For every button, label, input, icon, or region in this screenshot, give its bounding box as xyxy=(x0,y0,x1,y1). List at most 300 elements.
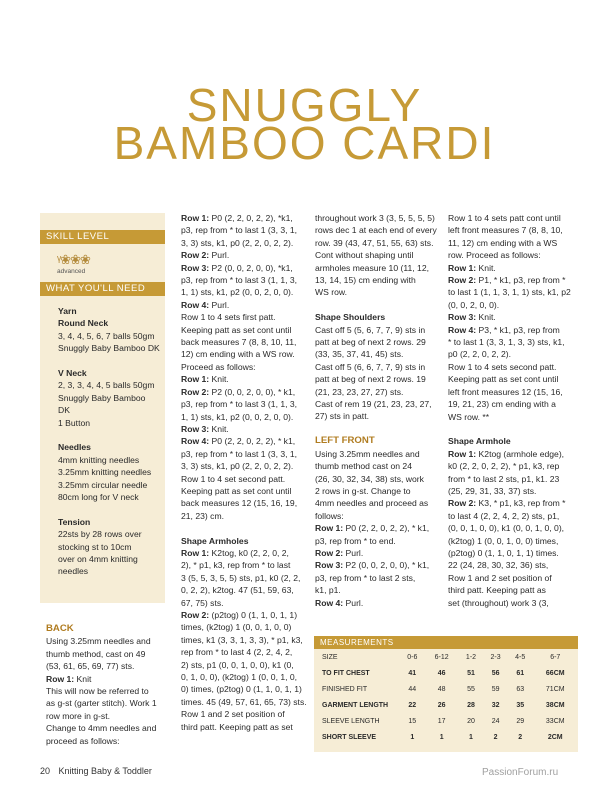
measurement-value: 32 xyxy=(491,701,500,709)
line-text: p3, rep from * to last 3 (1, 1, 3, xyxy=(181,275,298,286)
pattern-line xyxy=(315,485,443,497)
pattern-line xyxy=(448,386,576,398)
pattern-line xyxy=(46,722,176,734)
pattern-line xyxy=(315,597,443,609)
skill-level-yarn-icon: ᵞ❀❀❀ xyxy=(57,252,90,267)
pattern-line xyxy=(181,348,309,360)
pattern-line xyxy=(448,336,576,348)
measurement-value: 1 xyxy=(410,733,415,741)
measurement-value: 71CM xyxy=(545,685,565,693)
line-text: Keeping patt as set cont until xyxy=(181,485,292,496)
pattern-line xyxy=(181,212,309,224)
line-text: Row 1 to 4 sets first patt. xyxy=(181,312,276,323)
measurement-row xyxy=(314,665,578,681)
row-label: Row 2: xyxy=(315,547,344,558)
line-text: Purl. xyxy=(209,250,230,261)
line-text: back measures 7 (8, 8, 10, 11, xyxy=(181,337,297,348)
row-label: Row 4: xyxy=(315,597,344,608)
line-text: P2 (0, 0, 2, 0, 0), * k1, xyxy=(343,560,430,571)
measurement-value: 38CM xyxy=(545,701,565,709)
pattern-line xyxy=(181,646,309,658)
measurement-value: 29 xyxy=(516,717,525,725)
pattern-line xyxy=(181,249,309,261)
subsection-heading: Shape Armholes xyxy=(181,535,249,546)
line-text: patt at beg of next 2 rows. 19 xyxy=(315,374,426,385)
line-text: rep from * to last 4 (2, 2, 4, 2, xyxy=(181,647,293,658)
pattern-line xyxy=(315,249,443,261)
pattern-line xyxy=(181,572,309,584)
line-text: Cont without shaping until xyxy=(315,250,414,261)
pattern-line xyxy=(315,547,443,559)
line-text: Keeping patt as set cont until xyxy=(448,374,559,385)
line-text: 22 (24, 28, 30, 32, 36) sts, xyxy=(448,560,549,571)
line-text: p3, rep from * to last 1 (3, 3, 1, xyxy=(181,225,298,236)
line-text: 2) sts, p1 (0, 0, 1, 0, 0), k1 (0, xyxy=(181,659,294,670)
pattern-line xyxy=(46,710,176,722)
line-text: throughout work 3 (3, 5, 5, 5, 5) xyxy=(315,213,435,223)
line-text: P0 (2, 2, 0, 2, 2), * k1, xyxy=(209,436,296,447)
line-text: (21, 23, 23, 27, 27) sts. xyxy=(315,386,404,397)
subsection-heading: Shape Armhole xyxy=(448,436,511,447)
column-1-back xyxy=(46,623,176,747)
pattern-line xyxy=(181,497,309,509)
pattern-line xyxy=(448,535,576,547)
materials-line: Round Neck xyxy=(58,318,109,329)
line-text: from * to last 2 sts, p1, k1. 23 xyxy=(448,473,560,484)
measurement-value: 51 xyxy=(467,669,475,677)
line-text: 19, 21, 23) cm ending with a xyxy=(448,399,556,410)
line-text: as g-st (garter stitch). Work 1 xyxy=(46,698,157,709)
line-text: (0, 0, 2, 0, 0). xyxy=(448,299,500,310)
pattern-line xyxy=(448,559,576,571)
measurement-row xyxy=(314,729,578,745)
line-text: Using 3.25mm needles and xyxy=(315,448,420,459)
measurement-value: 2 xyxy=(493,733,498,741)
measurement-row xyxy=(314,649,578,665)
pattern-line xyxy=(181,683,309,695)
pattern-line xyxy=(315,584,443,596)
line-text: times. 45 (49, 57, 61, 65, 73) sts. xyxy=(181,696,307,707)
line-text: Knit xyxy=(74,673,92,684)
pattern-line xyxy=(181,659,309,671)
measurement-value: 35 xyxy=(516,701,525,709)
line-text: Knit. xyxy=(476,312,496,323)
materials-line: 22sts by 28 rows over xyxy=(58,529,142,540)
line-text: (p2tog) 0 (1, 1, 0, 1, 1) times. xyxy=(448,547,559,558)
line-text: (53, 61, 65, 69, 77) sts. xyxy=(46,661,135,672)
pattern-line xyxy=(46,697,176,709)
line-text: row more in g-st. xyxy=(46,710,110,721)
line-text: p3, rep from * to end. xyxy=(315,535,396,546)
pattern-line xyxy=(448,584,576,596)
line-text: Purl. xyxy=(343,547,364,558)
line-text: K2tog, k0 (2, 2, 0, 2, xyxy=(209,547,289,558)
pattern-line xyxy=(448,262,576,274)
line-text: 27) sts in patt. xyxy=(315,411,369,422)
line-text: Cast off 5 (6, 6, 7, 7, 9) sts in xyxy=(315,361,426,372)
line-text: armholes measure 10 (11, 12, xyxy=(315,262,430,273)
measurement-row xyxy=(314,713,578,729)
line-text: p3, rep from * to last 3 (1, 1, 3, xyxy=(181,399,298,410)
page-number: 20 xyxy=(40,766,51,776)
line-text: left front measures 7 (8, 8, 10, xyxy=(448,225,563,236)
pattern-line xyxy=(181,473,309,485)
pattern-line xyxy=(448,485,576,497)
line-text: k1, p1. xyxy=(315,585,341,596)
pattern-line xyxy=(448,448,576,460)
line-text: (26, 30, 32, 34, 38) sts, work xyxy=(315,473,424,484)
row-label: Row 1: xyxy=(181,374,210,385)
pattern-line xyxy=(315,497,443,509)
pattern-line xyxy=(181,274,309,286)
line-text: Knit. xyxy=(209,423,229,434)
pattern-line xyxy=(181,510,309,522)
measurement-value: 59 xyxy=(491,685,500,693)
line-text: K2tog (armhole edge), xyxy=(476,448,565,459)
pattern-line xyxy=(181,547,309,559)
measurement-value: 61 xyxy=(516,669,525,677)
pattern-line xyxy=(181,621,309,633)
measurement-row xyxy=(314,697,578,713)
pattern-line xyxy=(315,460,443,472)
pattern-line xyxy=(448,473,576,485)
pattern-line xyxy=(315,324,443,336)
pattern-line xyxy=(315,348,443,360)
measurement-value: 22 xyxy=(408,701,417,709)
pattern-line xyxy=(181,299,309,311)
pattern-line xyxy=(181,324,309,336)
pattern-line xyxy=(181,237,309,249)
line-text: to last 1 (1, 1, 3, 1, 1) sts, k1, p2 xyxy=(448,287,571,298)
pattern-line xyxy=(315,373,443,385)
line-text: Row 1 to 4 sets second patt. xyxy=(448,361,557,372)
section-heading: BACK xyxy=(46,623,74,634)
row-label: Row 2: xyxy=(181,609,210,620)
row-label: Row 1: xyxy=(448,262,477,273)
line-text: Cast of rem 19 (21, 23, 23, 27, xyxy=(315,399,432,410)
measurement-value: 24 xyxy=(491,717,500,725)
pattern-line xyxy=(181,597,309,609)
pattern-line xyxy=(181,448,309,460)
pattern-line xyxy=(181,721,309,733)
publication-name: Knitting Baby & Toddler xyxy=(58,766,152,776)
line-text: left front measures 12 (15, 16, xyxy=(448,386,563,397)
measurement-value: 15 xyxy=(408,717,417,725)
pattern-line xyxy=(448,212,576,224)
line-text: P2 (0, 0, 2, 0, 0), * k1, xyxy=(209,386,296,397)
pattern-line xyxy=(448,249,576,261)
pattern-line xyxy=(448,522,576,534)
measurement-label: SHORT SLEEVE xyxy=(322,733,377,741)
line-text: P0 (2, 2, 0, 2, 2), *k1, xyxy=(209,213,293,223)
pattern-line xyxy=(448,324,576,336)
line-text: P2 (0, 0, 2, 0, 0), *k1, xyxy=(209,262,293,273)
materials-line: Snuggly Baby Bamboo DK xyxy=(58,343,160,354)
pattern-line xyxy=(448,572,576,584)
measurement-value: 1 xyxy=(439,733,444,741)
pattern-line xyxy=(448,497,576,509)
pattern-line xyxy=(448,361,576,373)
materials-line: Snuggly Baby Bamboo xyxy=(58,392,146,403)
line-text: p3, rep from * to last 1 (3, 3, 1, xyxy=(181,448,298,459)
pattern-line xyxy=(315,572,443,584)
pattern-line xyxy=(181,336,309,348)
pattern-line xyxy=(181,522,309,534)
measurements-table xyxy=(314,636,578,752)
measurement-label: GARMENT LENGTH xyxy=(322,701,389,709)
measurement-value: 20 xyxy=(467,717,475,725)
measurement-value: 55 xyxy=(467,685,475,693)
pattern-line xyxy=(315,262,443,274)
line-text: 0, 2, 2), k2tog. 47 (51, 59, 63, xyxy=(181,585,294,596)
pattern-line xyxy=(448,311,576,323)
pattern-line xyxy=(181,286,309,298)
materials-line: stocking st to 10cm xyxy=(58,541,132,552)
title-line-2: BAMBOO CARDI xyxy=(113,117,496,169)
pattern-line xyxy=(46,673,176,685)
pattern-line xyxy=(181,411,309,423)
pattern-line xyxy=(448,286,576,298)
pattern-line xyxy=(181,460,309,472)
pattern-line xyxy=(448,423,576,435)
line-text: (k2tog) 1 (0, 0, 1, 0, 0) times, xyxy=(448,535,559,546)
line-text: Row 1 and 2 set position of xyxy=(448,572,552,583)
measurement-label: FINISHED FIT xyxy=(322,685,368,693)
column-2 xyxy=(181,212,309,733)
measurement-label: SLEEVE LENGTH xyxy=(322,717,380,725)
line-text: 0, 1, 0, 0), (k2tog) 1 (0, 0, 1, 0, xyxy=(181,672,298,683)
pattern-line xyxy=(315,386,443,398)
measurement-value: 66CM xyxy=(545,669,565,677)
materials-line: DK xyxy=(58,405,70,416)
line-text: (p2tog) 0 (1, 1, 0, 1, 1) xyxy=(209,609,298,620)
pattern-line xyxy=(315,361,443,373)
measurement-label: TO FIT CHEST xyxy=(322,669,370,677)
pattern-line xyxy=(181,584,309,596)
pattern-line xyxy=(181,386,309,398)
pattern-line xyxy=(315,212,443,224)
pattern-line xyxy=(181,224,309,236)
line-text: p3, rep from * to last 2 sts, xyxy=(315,572,416,583)
pattern-line xyxy=(448,510,576,522)
line-text: third patt. Keeping patt as xyxy=(448,585,546,596)
row-label: Row 1: xyxy=(315,523,344,534)
materials-line: 2, 3, 3, 4, 4, 5 balls 50gm xyxy=(58,380,155,391)
pattern-line xyxy=(46,635,176,647)
line-text: WS row. ** xyxy=(448,411,490,422)
line-text: Row 1 to 4 set second patt. xyxy=(181,473,286,484)
measurements-heading: MEASUREMENTS xyxy=(314,636,578,649)
measurement-value: 28 xyxy=(467,701,475,709)
pattern-line xyxy=(181,559,309,571)
line-text: K3, * p1, k3, rep from * xyxy=(476,498,566,509)
line-text: (25, 29, 31, 33, 37) sts. xyxy=(448,485,537,496)
line-text: Proceed as follows: xyxy=(181,361,256,372)
line-text: Knit. xyxy=(209,374,229,385)
line-text: WS row. xyxy=(315,287,347,298)
line-text: P3, * k1, p3, rep from xyxy=(476,324,560,335)
materials-line xyxy=(58,355,168,367)
subsection-heading: Shape Shoulders xyxy=(315,312,386,323)
pattern-line xyxy=(315,410,443,422)
pattern-line xyxy=(315,559,443,571)
pattern-line xyxy=(46,735,176,747)
measurement-value: 33CM xyxy=(545,717,565,725)
column-3 xyxy=(315,212,443,609)
line-text: 11, 12) cm ending with a WS xyxy=(448,237,558,248)
line-text: 4mm needles and proceed as xyxy=(315,498,429,509)
row-label: Row 2: xyxy=(448,275,477,286)
line-text: times, k1 (3, 3, 1, 3, 3), * p1, k3, xyxy=(181,634,303,645)
column-4 xyxy=(448,212,576,609)
materials-line: over on 4mm knitting xyxy=(58,554,138,565)
row-label: Row 3: xyxy=(448,312,477,323)
measurement-value: 46 xyxy=(437,669,446,677)
pattern-line xyxy=(315,510,443,522)
pattern-line xyxy=(181,609,309,621)
measurement-value: 56 xyxy=(491,669,500,677)
line-text: Row 1 and 2 set position of xyxy=(181,709,285,720)
page-footer xyxy=(40,766,152,776)
line-text: p0 (2, 2, 0, 2, 2). xyxy=(448,349,512,360)
line-text: proceed as follows: xyxy=(46,735,120,746)
materials-line: Needles xyxy=(58,442,91,453)
pattern-line xyxy=(315,224,443,236)
line-text: row. Proceed as follows: xyxy=(448,250,541,261)
pattern-line xyxy=(181,671,309,683)
line-text: row. 39 (43, 47, 51, 55, 63) sts. xyxy=(315,237,434,248)
pattern-line xyxy=(448,373,576,385)
line-text: 3, 3) sts, k1, p0 (2, 2, 0, 2, 2). xyxy=(181,461,294,472)
line-text: patt at beg of next 2 rows. 29 xyxy=(315,337,426,348)
row-label: Row 1: xyxy=(46,673,75,684)
line-text: 3, 3) sts, k1, p0 (2, 2, 0, 2, 2). xyxy=(181,237,294,248)
materials-line: 4mm knitting needles xyxy=(58,454,140,465)
pattern-line xyxy=(448,224,576,236)
sidebar-panel xyxy=(40,213,165,603)
pattern-line xyxy=(181,435,309,447)
pattern-line xyxy=(181,262,309,274)
pattern-line xyxy=(46,685,176,697)
line-text: (33, 35, 37, 41, 45) sts. xyxy=(315,349,404,360)
measurement-value: 1 xyxy=(469,733,473,741)
measurements-grid xyxy=(314,649,578,745)
materials-line xyxy=(58,429,168,441)
measurement-value: 17 xyxy=(437,717,446,725)
line-text: 67, 75) sts. xyxy=(181,597,224,608)
measurement-value: 4-5 xyxy=(515,653,526,661)
pattern-line xyxy=(448,299,576,311)
pattern-line xyxy=(448,547,576,559)
measurement-value: 0-6 xyxy=(407,653,418,661)
pattern-line xyxy=(46,648,176,660)
line-text: third patt. Keeping patt as set xyxy=(181,721,293,732)
pattern-line xyxy=(181,311,309,323)
line-text: 3 (5, 5, 3, 5, 5) sts, p1, k0 (2, 2, xyxy=(181,572,301,583)
measurement-value: 2-3 xyxy=(490,653,501,661)
line-text: 2), * p1, k3, rep from * to last xyxy=(181,560,291,571)
line-text: P1, * k1, p3, rep from * xyxy=(476,275,566,286)
pattern-line xyxy=(315,286,443,298)
pattern-line xyxy=(181,696,309,708)
row-label: Row 1: xyxy=(181,213,210,223)
row-label: Row 2: xyxy=(181,386,210,397)
materials-line: 3.25mm circular needle xyxy=(58,479,148,490)
watermark: PassionForum.ru xyxy=(482,767,559,778)
materials-line: 3.25mm knitting needles xyxy=(58,467,152,478)
line-text: Change to 4mm needles and xyxy=(46,723,157,734)
pattern-line xyxy=(448,460,576,472)
line-text: 1, 1) sts, k1, p2 (0, 0, 2, 0, 0). xyxy=(181,411,294,422)
pattern-line xyxy=(181,398,309,410)
pattern-line xyxy=(448,237,576,249)
pattern-line xyxy=(315,448,443,460)
pattern-line xyxy=(181,708,309,720)
line-text: rows dec 1 at each end of every xyxy=(315,225,437,236)
row-label: Row 4: xyxy=(181,436,210,447)
pattern-line xyxy=(315,336,443,348)
pattern-line xyxy=(315,274,443,286)
line-text: * to last 1 (3, 3, 1, 3, 3) sts, k1, xyxy=(448,337,565,348)
line-text: (0, 0, 1, 0, 0), k1 (0, 0, 1, 0, 0), xyxy=(448,523,565,534)
materials-line: 80cm long for V neck xyxy=(58,492,139,503)
measurement-label: SIZE xyxy=(322,653,338,661)
line-text: back measures 12 (15, 16, 19, xyxy=(181,498,298,509)
line-text: P0 (2, 2, 0, 2, 2), * k1, xyxy=(343,523,430,534)
pattern-line xyxy=(181,373,309,385)
line-text: 1, 1) sts, k1, p2 (0, 0, 2, 0, 0). xyxy=(181,287,294,298)
pattern-line xyxy=(181,485,309,497)
row-label: Row 4: xyxy=(448,324,477,335)
line-text: Knit. xyxy=(476,262,496,273)
materials-line: V Neck xyxy=(58,368,87,379)
line-text: 2 rows in g-st. Change to xyxy=(315,485,411,496)
measurement-row xyxy=(314,681,578,697)
line-text: Row 1 to 4 sets patt cont until xyxy=(448,213,561,223)
pattern-line xyxy=(46,660,176,672)
measurement-value: 48 xyxy=(437,685,446,693)
row-label: Row 3: xyxy=(315,560,344,571)
measurement-value: 2 xyxy=(518,733,523,741)
row-label: Row 3: xyxy=(181,423,210,434)
measurement-value: 44 xyxy=(408,685,417,693)
pattern-line xyxy=(181,634,309,646)
row-label: Row 2: xyxy=(448,498,477,509)
materials-line: needles xyxy=(58,566,89,577)
line-text: follows: xyxy=(315,510,344,521)
line-text: Cast off 5 (5, 6, 7, 7, 9) sts in xyxy=(315,324,426,335)
pattern-line xyxy=(181,361,309,373)
row-label: Row 2: xyxy=(181,250,210,261)
pattern-line xyxy=(448,348,576,360)
pattern-line xyxy=(448,411,576,423)
line-text: 0) times, (p2tog) 0 (1, 1, 0, 1, 1) xyxy=(181,684,302,695)
line-text: to last 4 (2, 2, 4, 2, 2) sts, p1, xyxy=(448,510,560,521)
line-text: times, (k2tog) 1 (0, 0, 1, 0, 0) xyxy=(181,622,292,633)
line-text: Purl. xyxy=(343,597,364,608)
measurement-value: 26 xyxy=(437,701,446,709)
line-text: This will now be referred to xyxy=(46,686,149,697)
pattern-line xyxy=(448,398,576,410)
measurement-value: 2CM xyxy=(547,733,563,741)
measurement-value: 6-7 xyxy=(550,653,561,661)
pattern-line xyxy=(315,423,443,435)
what-you-need-heading: WHAT YOU'LL NEED xyxy=(40,282,165,296)
measurement-value: 63 xyxy=(516,685,525,693)
line-text: 13, 14, 15) cm ending with xyxy=(315,275,416,286)
skill-level-value: advanced xyxy=(57,268,86,275)
measurement-value: 1-2 xyxy=(465,653,477,661)
